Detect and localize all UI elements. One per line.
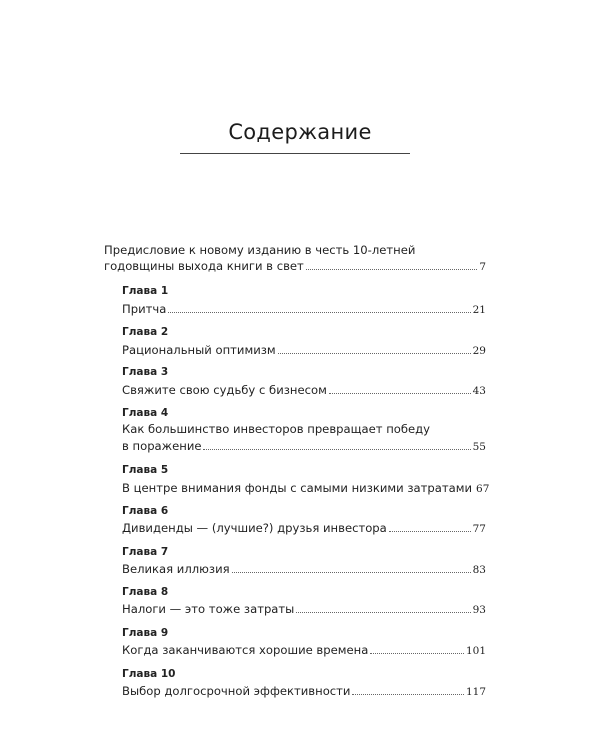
chapter-3-title: Свяжите свою судьбу с бизнесом bbox=[122, 383, 327, 397]
chapter-3-page-number: 43 bbox=[472, 385, 486, 397]
chapter-2-label: Глава 2 bbox=[122, 326, 169, 338]
chapter-6-label: Глава 6 bbox=[122, 505, 169, 517]
chapter-7-label: Глава 7 bbox=[122, 546, 169, 558]
chapter-8-entry[interactable] bbox=[122, 602, 486, 617]
chapter-7-page-number: 83 bbox=[472, 564, 486, 576]
chapter-9-title: Когда заканчиваются хорошие времена bbox=[122, 643, 369, 657]
chapter-5-entry[interactable] bbox=[122, 481, 490, 496]
chapter-6-entry[interactable] bbox=[122, 521, 486, 536]
dot-leader bbox=[168, 312, 470, 313]
chapter-10-label: Глава 10 bbox=[122, 668, 176, 680]
dot-leader bbox=[296, 612, 470, 613]
dot-leader bbox=[278, 353, 471, 354]
dot-leader bbox=[306, 269, 478, 270]
chapter-1-page-number: 21 bbox=[472, 304, 486, 316]
preface-title-line1: Предисловие к новому изданию в честь 10-летней bbox=[104, 243, 416, 257]
page-title: Содержание bbox=[228, 120, 372, 144]
dot-leader bbox=[389, 531, 471, 532]
chapter-4-title: в поражение bbox=[122, 439, 202, 453]
chapter-2-title: Рациональный оптимизм bbox=[122, 343, 276, 357]
chapter-4-page-number: 55 bbox=[472, 441, 486, 453]
chapter-4-label: Глава 4 bbox=[122, 407, 169, 419]
chapter-5-page-number: 67 bbox=[476, 483, 490, 495]
chapter-2-entry[interactable] bbox=[122, 343, 486, 358]
chapter-10-title: Выбор долгосрочной эффективности bbox=[122, 684, 351, 698]
chapter-9-label: Глава 9 bbox=[122, 627, 169, 639]
chapter-7-title: Великая иллюзия bbox=[122, 562, 230, 576]
chapter-6-page-number: 77 bbox=[472, 523, 486, 535]
chapter-1-title: Притча bbox=[122, 302, 167, 316]
chapter-5-title: В центре внимания фонды с самыми низкими затратами bbox=[122, 481, 473, 495]
chapter-9-entry[interactable] bbox=[122, 643, 486, 658]
dot-leader bbox=[370, 653, 464, 654]
chapter-7-entry[interactable] bbox=[122, 562, 486, 577]
chapter-8-title: Налоги — это тоже затраты bbox=[122, 602, 295, 616]
dot-leader bbox=[352, 694, 464, 695]
chapter-8-page-number: 93 bbox=[472, 604, 486, 616]
dot-leader bbox=[329, 393, 471, 394]
chapter-1-entry[interactable] bbox=[122, 302, 486, 317]
preface-title-line2: годовщины выхода книги в свет bbox=[104, 259, 304, 273]
chapter-10-page-number: 117 bbox=[465, 686, 486, 698]
dot-leader bbox=[232, 572, 471, 573]
chapter-6-title: Дивиденды — (лучшие?) друзья инвестора bbox=[122, 521, 387, 535]
chapter-3-entry[interactable] bbox=[122, 383, 486, 398]
chapter-4-title-line1: Как большинство инвесторов превращает победу bbox=[122, 422, 431, 436]
chapter-2-page-number: 29 bbox=[472, 345, 486, 357]
chapter-5-label: Глава 5 bbox=[122, 464, 169, 476]
preface-page-number: 7 bbox=[479, 261, 486, 273]
chapter-10-entry[interactable] bbox=[122, 684, 486, 699]
chapter-4-entry[interactable] bbox=[122, 439, 486, 454]
chapter-3-label: Глава 3 bbox=[122, 366, 169, 378]
dot-leader bbox=[203, 449, 470, 450]
preface-entry[interactable] bbox=[104, 259, 486, 274]
chapter-1-label: Глава 1 bbox=[122, 285, 169, 297]
chapter-8-label: Глава 8 bbox=[122, 586, 169, 598]
chapter-9-page-number: 101 bbox=[465, 645, 486, 657]
